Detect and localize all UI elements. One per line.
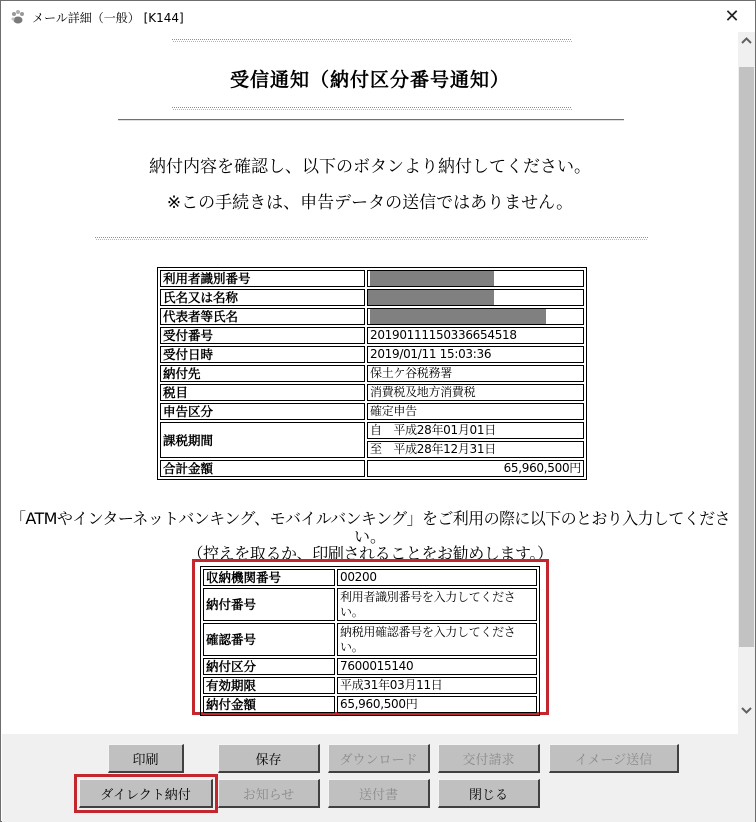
row-label: 代表者等氏名 — [160, 308, 365, 325]
row-label: 氏名又は名称 — [160, 289, 365, 306]
row-label: 課税期間 — [160, 422, 365, 458]
atm-instruction-text: 「ATMやインターネットバンキング、モバイルバンキング」をご利用の際に以下のとおり入力してくださ — [9, 509, 730, 528]
table-row — [203, 588, 537, 621]
button-label: 交付請求 — [462, 752, 515, 768]
table-row — [160, 270, 584, 287]
payment-amount-value: 65,960,500円 — [337, 696, 537, 713]
save-button[interactable] — [218, 744, 320, 773]
table-row — [160, 422, 584, 439]
chevron-down-icon — [741, 707, 752, 714]
row-label: 受付日時 — [160, 346, 365, 363]
redacted-block — [370, 309, 546, 324]
solid-divider — [118, 119, 624, 121]
receipt-number-value: 20190111150336654518 — [367, 327, 584, 344]
payment-info-highlight — [192, 559, 549, 715]
tax-period-to-value: 至 平成28年12月31日 — [367, 441, 584, 458]
close-window-button[interactable] — [709, 1, 755, 31]
instruction-text: 納付内容を確認し、以下のボタンより納付してください。 — [149, 157, 591, 177]
redacted-block — [370, 271, 494, 286]
button-label: 送付書 — [358, 787, 398, 803]
row-label: 納付区分 — [203, 658, 335, 675]
table-row — [160, 365, 584, 382]
table-row — [160, 403, 584, 420]
vertical-scrollbar[interactable] — [738, 32, 755, 734]
row-label: 申告区分 — [160, 403, 365, 420]
table-row — [203, 696, 537, 713]
tax-item-value: 消費税及地方消費税 — [367, 384, 584, 401]
row-label: 有効期限 — [203, 677, 335, 694]
notice-button[interactable] — [218, 779, 320, 808]
representative-value — [367, 308, 584, 325]
collection-agency-number-value: 00200 — [337, 569, 537, 586]
table-row — [160, 384, 584, 401]
table-row — [160, 289, 584, 306]
close-button[interactable] — [438, 779, 540, 808]
payment-number-value: 利用者識別番号を入力してください。 — [337, 588, 537, 621]
table-row — [160, 327, 584, 344]
button-label: イメージ送信 — [574, 752, 653, 768]
expiry-date-value: 平成31年03月11日 — [337, 677, 537, 694]
issue-request-button[interactable] — [438, 744, 540, 773]
button-label: 閉じる — [468, 787, 508, 803]
direct-payment-button[interactable] — [79, 779, 213, 808]
image-send-button[interactable] — [549, 744, 679, 773]
tax-period-from-value: 自 平成28年01月01日 — [367, 422, 584, 439]
table-row — [160, 308, 584, 325]
button-label: 印刷 — [132, 752, 159, 768]
button-label: ダウンロード — [339, 752, 418, 768]
document-view — [2, 32, 738, 734]
row-label: 納付金額 — [203, 696, 335, 713]
button-label: ダイレクト納付 — [100, 787, 191, 803]
payee-office-value: 保土ケ谷税務署 — [367, 365, 584, 382]
table-row — [203, 569, 537, 586]
table-row — [203, 658, 537, 675]
dotted-divider — [95, 237, 648, 240]
table-row — [203, 677, 537, 694]
atm-instruction-text-wrap: い。 — [353, 527, 386, 546]
row-label: 受付番号 — [160, 327, 365, 344]
user-id-value — [367, 270, 584, 287]
row-label: 納付先 — [160, 365, 365, 382]
notification-info-table — [157, 267, 587, 480]
window-title: メール詳細（一般） [K144] — [32, 11, 184, 25]
button-label: お知らせ — [242, 787, 295, 803]
chevron-up-icon — [741, 37, 752, 44]
payment-info-table — [200, 566, 540, 716]
name-value — [367, 289, 584, 306]
row-label: 収納機関番号 — [203, 569, 335, 586]
download-button[interactable] — [328, 744, 430, 773]
filing-type-value: 確定申告 — [367, 403, 584, 420]
page-title: 受信通知（納付区分番号通知） — [229, 69, 510, 91]
scroll-down-button[interactable] — [738, 702, 755, 719]
scroll-thumb[interactable] — [739, 67, 754, 647]
notice-text: ※この手続きは、申告データの送信ではありません。 — [166, 193, 574, 213]
dotted-divider — [172, 39, 572, 42]
confirmation-number-value: 納税用確認番号を入力してください。 — [337, 623, 537, 656]
table-row — [160, 460, 584, 477]
row-label: 合計金額 — [160, 460, 365, 477]
button-label: 保存 — [255, 752, 282, 768]
atm-advice-text: （控えを取るか、印刷されることをお勧めします。） — [187, 544, 553, 563]
scroll-up-button[interactable] — [738, 32, 755, 49]
total-amount-value: 65,960,500円 — [367, 460, 584, 477]
close-icon: ✕ — [724, 5, 740, 27]
row-label: 税目 — [160, 384, 365, 401]
row-label: 納付番号 — [203, 588, 335, 621]
payment-category-value: 7600015140 — [337, 658, 537, 675]
redacted-block — [368, 290, 494, 305]
button-bar — [2, 734, 755, 822]
receipt-datetime-value: 2019/01/11 15:03:36 — [367, 346, 584, 363]
title-bar — [1, 1, 755, 32]
table-row — [203, 623, 537, 656]
dotted-divider — [172, 107, 572, 110]
row-label: 確認番号 — [203, 623, 335, 656]
print-button[interactable] — [108, 744, 184, 773]
row-label: 利用者識別番号 — [160, 270, 365, 287]
cover-letter-button[interactable] — [328, 779, 430, 808]
table-row — [160, 346, 584, 363]
paw-icon — [10, 9, 26, 25]
